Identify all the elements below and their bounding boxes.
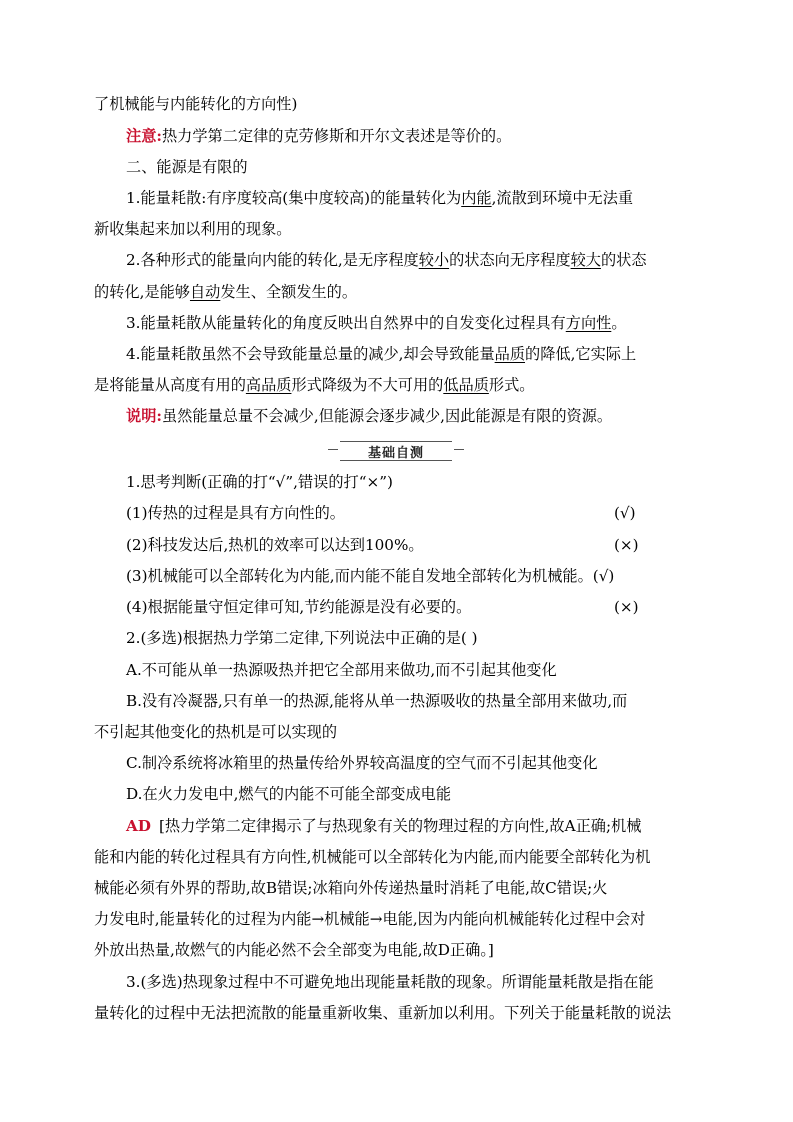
q2-answer-line-1	[126, 816, 641, 836]
underlined-term: 方向性	[565, 314, 612, 332]
q2-option-d: D.在火力发电中,燃气的内能不可能全部变成电能	[126, 785, 452, 803]
underlined-term: 品质	[494, 345, 526, 363]
text-run: 。	[611, 314, 627, 332]
underlined-term: 较大	[570, 251, 601, 269]
continued-line: 了机械能与内能转化的方向性)	[94, 95, 298, 113]
q1-item-2-mark: (×)	[614, 536, 639, 554]
text-run: 2.各种形式的能量向内能的转化,是无序程度	[126, 251, 419, 269]
q1-item-3	[126, 566, 614, 586]
q1-item-1-mark: (√)	[614, 504, 636, 522]
q2-option-b-line-2: 不引起其他变化的热机是可以实现的	[94, 723, 337, 741]
underlined-term: 高品质	[245, 376, 292, 394]
underlined-term: 低品质	[443, 376, 489, 394]
text-run: (3)机械能可以全部转化为内能,而内能不能自发地全部转化为机械能。	[126, 567, 593, 585]
para-4-line-1	[126, 344, 636, 364]
note-line	[126, 126, 511, 146]
note-label: 注意:	[126, 127, 162, 145]
text-run: 1.能量耗散:有序度较高(集中度较高)的能量转化为	[126, 189, 462, 207]
para-4-line-2	[94, 375, 534, 395]
underlined-term: 内能	[461, 189, 492, 207]
q3-line-2: 量转化的过程中无法把流散的能量重新收集、重新加以利用。下列关于能量耗散的说法	[94, 1004, 672, 1022]
section-banner	[340, 441, 452, 461]
q2-option-b-line-1: B.没有冷凝器,只有单一的热源,能将从单一热源吸收的热量全部用来做功,而	[126, 692, 628, 710]
text-run: [热力学第二定律揭示了与热现象有关的物理过程的方向性,故A正确;机械	[158, 817, 642, 835]
q1-item-4-mark: (×)	[614, 598, 639, 616]
para-2-line-2	[94, 282, 357, 302]
underlined-term: 较小	[418, 251, 450, 269]
explanation-label: 说明:	[126, 407, 162, 425]
explanation-text: 虽然能量总量不会减少,但能源会逐步减少,因此能源是有限的资源。	[161, 407, 613, 425]
text-run: 形式。	[488, 376, 535, 394]
section-heading: 二、能源是有限的	[126, 158, 248, 176]
explanation-line	[126, 406, 612, 426]
text-run: 3.能量耗散从能量转化的角度反映出自然界中的自发变化过程具有	[126, 314, 566, 332]
text-run: ,流散到环境中无法重	[491, 189, 634, 207]
q2-option-c: C.制冷系统将冰箱里的热量传给外界较高温度的空气而不引起其他变化	[126, 754, 598, 772]
para-1-line-2: 新收集起来加以利用的现象。	[94, 220, 292, 238]
q2-answer-line-3: 械能必须有外界的帮助,故B错误;冰箱向外传递热量时消耗了电能,故C错误;火	[94, 879, 608, 897]
answer-label: AD	[126, 817, 151, 835]
section-banner-title: 基础自测	[367, 445, 424, 461]
q1-item-4: (4)根据能量守恒定律可知,节约能源是没有必要的。	[126, 598, 472, 616]
q2-answer-line-4: 力发电时,能量转化的过程为内能→机械能→电能,因为内能向机械能转化过程中会对	[94, 910, 646, 928]
text-run: 4.能量耗散虽然不会导致能量总量的减少,却会导致能量	[126, 345, 495, 363]
q2-answer-line-2: 能和内能的转化过程具有方向性,机械能可以全部转化为内能,而内能要全部转化为机	[94, 848, 651, 866]
para-1-line-1	[126, 188, 633, 208]
text-run: 的状态	[600, 251, 647, 269]
text-run: 是将能量从高度有用的	[94, 376, 246, 394]
text-run: 的降低,它实际上	[525, 345, 637, 363]
text-run: 形式降级为不大可用的	[291, 376, 444, 394]
q1-item-2: (2)科技发达后,热机的效率可以达到100%。	[126, 536, 424, 554]
q1-item-1: (1)传热的过程是具有方向性的。	[126, 504, 345, 522]
q2-option-a: A.不可能从单一热源吸热并把它全部用来做功,而不引起其他变化	[126, 661, 557, 679]
underlined-term: 自动	[189, 283, 221, 301]
q2-stem: 2.(多选)根据热力学第二定律,下列说法中正确的是( )	[126, 629, 478, 647]
q2-answer-line-5: 外放出热量,故燃气的内能必然不会全部变为电能,故D正确。]	[94, 941, 494, 959]
q1-item-3-mark: (√)	[592, 567, 615, 585]
q3-line-1: 3.(多选)热现象过程中不可避免地出现能量耗散的现象。所谓能量耗散是指在能	[126, 973, 654, 991]
para-2-line-1	[126, 250, 647, 270]
text-run: 发生、全额发生的。	[220, 283, 358, 301]
q1-stem: 1.思考判断(正确的打“√”,错误的打“×”)	[126, 473, 393, 491]
text-run: 的转化,是能够	[94, 283, 190, 301]
text-run: 的状态向无序程度	[449, 251, 571, 269]
note-text: 热力学第二定律的克劳修斯和开尔文表述是等价的。	[161, 127, 512, 145]
para-3	[126, 313, 627, 333]
